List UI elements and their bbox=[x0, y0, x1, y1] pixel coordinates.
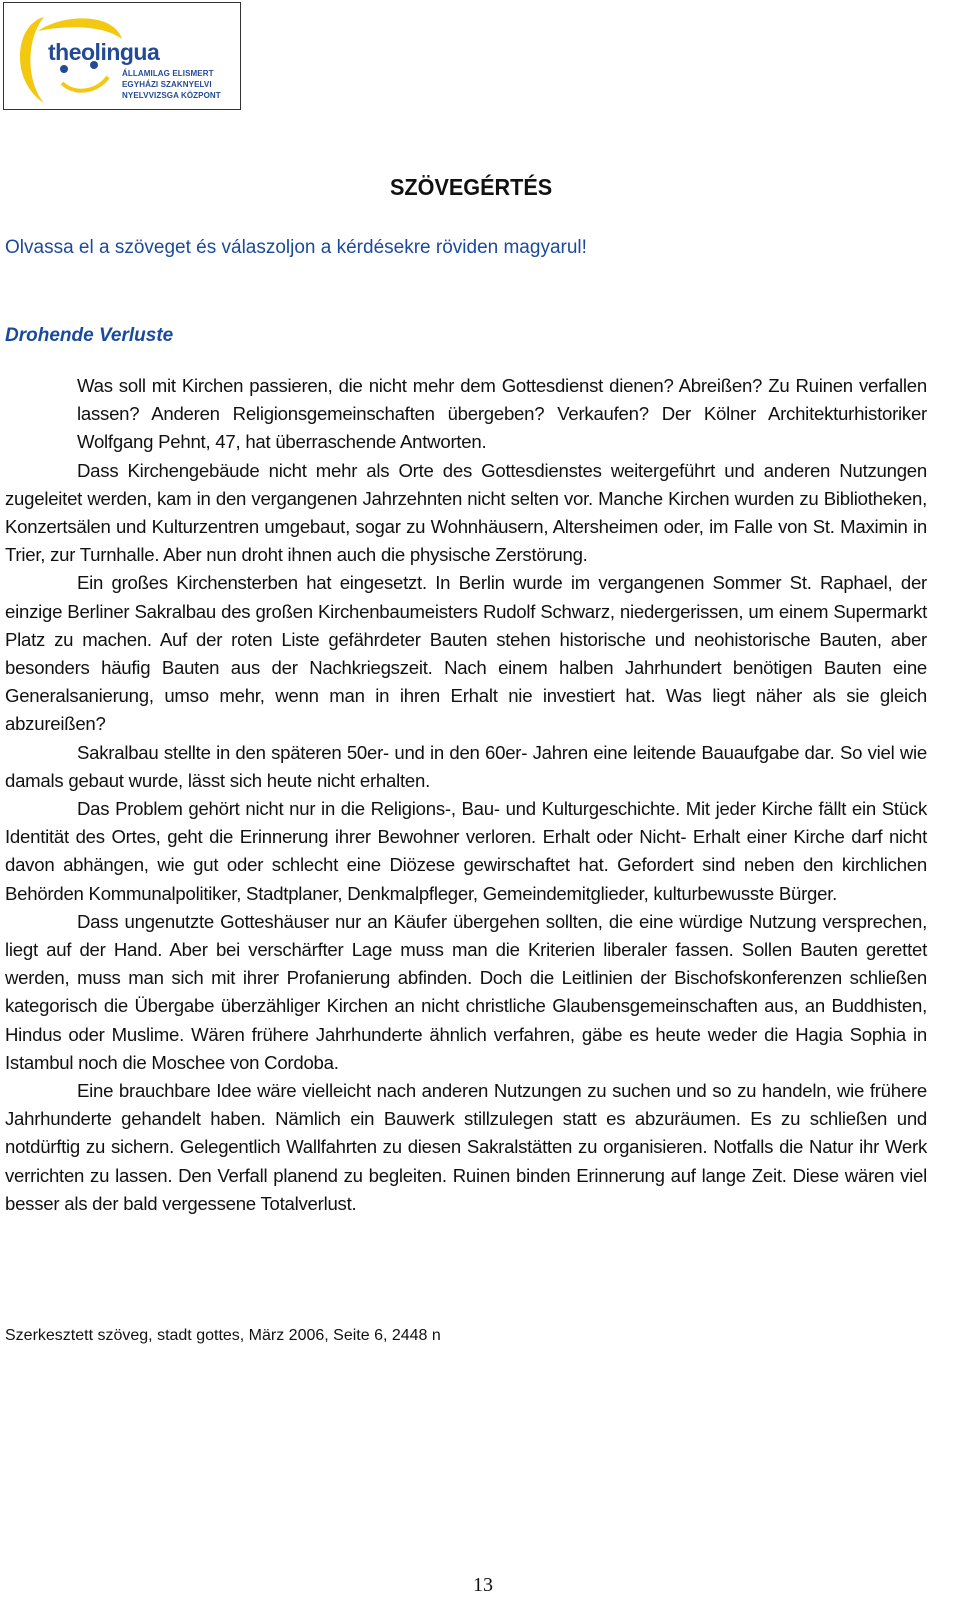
article-body bbox=[5, 372, 927, 1218]
logo-line-3: NYELVVIZSGA KÖZPONT bbox=[122, 91, 221, 100]
logo-line-1: ÁLLAMILAG ELISMERT bbox=[122, 69, 214, 78]
logo bbox=[3, 2, 241, 110]
page-heading: SZÖVEGÉRTÉS bbox=[390, 174, 553, 200]
article-title: Drohende Verluste bbox=[5, 325, 174, 346]
logo-wordmark: theolingua bbox=[48, 39, 160, 65]
article-paragraph: Ein großes Kirchensterben hat eingesetzt. In Berlin wurde im vergangenen Sommer St. Raphael, der einzige Berliner Sakralbau des großen Kirchenbaumeisters Rudolf Schwarz, niedergerissen, um einem Supermarkt Platz zu machen. Auf der roten Liste gefährdeter Bauten stehen historische und neohistorische Bauten, aber besonders häufig Bauten aus der Nachkriegszeit. Nach einem halben Jahrhundert benötigen Bauten eine Generalsanierung, umso mehr, wenn man in ihren Erhalt nie investiert hat. Was liegt näher als sie gleich abzureißen? bbox=[5, 572, 927, 735]
article-paragraph: Was soll mit Kirchen passieren, die nicht mehr dem Gottesdienst dienen? Abreißen? Zu Ruinen verfallen lassen? Anderen Religionsgemeinschaften übergeben? Verkaufen? Der Kölner Architekturhistoriker Wolfgang Pehnt, 47, hat überraschende Antworten. bbox=[77, 375, 927, 453]
article-paragraph: Dass Kirchengebäude nicht mehr als Orte des Gottesdienstes weitergeführt und anderen Nutzungen zugeleitet werden, kam in den vergangenen Jahrzehnten nicht selten vor. Manche Kirchen wurden zu Bibliotheken, Konzertsälen und Kulturzentren umgebaut, sogar zu Wohnhäusern, Altersheimen oder, im Falle von St. Maximin in Trier, zur Turnhalle. Aber nun droht ihnen auch die physische Zerstörung. bbox=[5, 459, 927, 566]
instruction-text: Olvassa el a szöveget és válaszoljon a kérdésekre röviden magyarul! bbox=[5, 237, 587, 258]
article-paragraph: Sakralbau stellte in den späteren 50er- und in den 60er- Jahren eine leitende Bauaufgabe dar. So viel wie damals gebaut wurde, lässt sich heute nicht erhalten. bbox=[5, 741, 927, 791]
article-paragraph: Eine brauchbare Idee wäre vielleicht nach anderen Nutzungen zu suchen und so zu handeln, wie frühere Jahrhunderte gehandelt haben. Nämlich ein Bauwerk stillzulegen statt es abzuräumen. Es zu schließen und notdürftig zu sichern. Gelegentlich Wallfahrten zu diesen Sakralstätten zu organisieren. Notfalls die Natur ihr Werk verrichten zu lassen. Den Verfall planend zu begleiten. Ruinen binden Erinnerung auf lange Zeit. Diese wären viel besser als der bald vergessene Totalverlust. bbox=[5, 1080, 927, 1214]
page-number: 13 bbox=[473, 1574, 493, 1596]
article-paragraph: Dass ungenutzte Gotteshäuser nur an Käufer übergehen sollten, die eine würdige Nutzung versprechen, liegt auf der Hand. Aber bei verschärfter Lage muss man die Kriterien liberaler fassen. Sollen Bauten gerettet werden, muss man sich mit ihrer Profanierung abfinden. Doch die Leitlinien der Bischofskonferenzen schließen kategorisch die Übergabe überzähliger Kirchen an nicht christliche Glaubensgemeinschaften aus, an Buddhisten, Hindus oder Muslime. Wären frühere Jahrhunderte ähnlich verfahren, gäbe es heute weder die Hagia Sophia in Istambul noch die Moschee von Cordoba. bbox=[5, 910, 927, 1073]
article-paragraph: Das Problem gehört nicht nur in die Religions-, Bau- und Kulturgeschichte. Mit jeder Kirche fällt ein Stück Identität des Ortes, geht die Erinnerung ihrer Bewohner verloren. Erhalt oder Nicht- Erhalt einer Kirche darf nicht davon abhängen, wie gut oder schlecht eine Diözese gewirschaftet hat. Gefordert sind neben den kirchlichen Behörden Kommunalpolitiker, Stadtplaner, Denkmalpfleger, Gemeindemitglieder, kulturbewusste Bürger. bbox=[5, 798, 927, 904]
source-citation: Szerkesztett szöveg, stadt gottes, März 2006, Seite 6, 2448 n bbox=[5, 1327, 441, 1344]
logo-line-2: EGYHÁZI SZAKNYELVI bbox=[122, 80, 212, 89]
